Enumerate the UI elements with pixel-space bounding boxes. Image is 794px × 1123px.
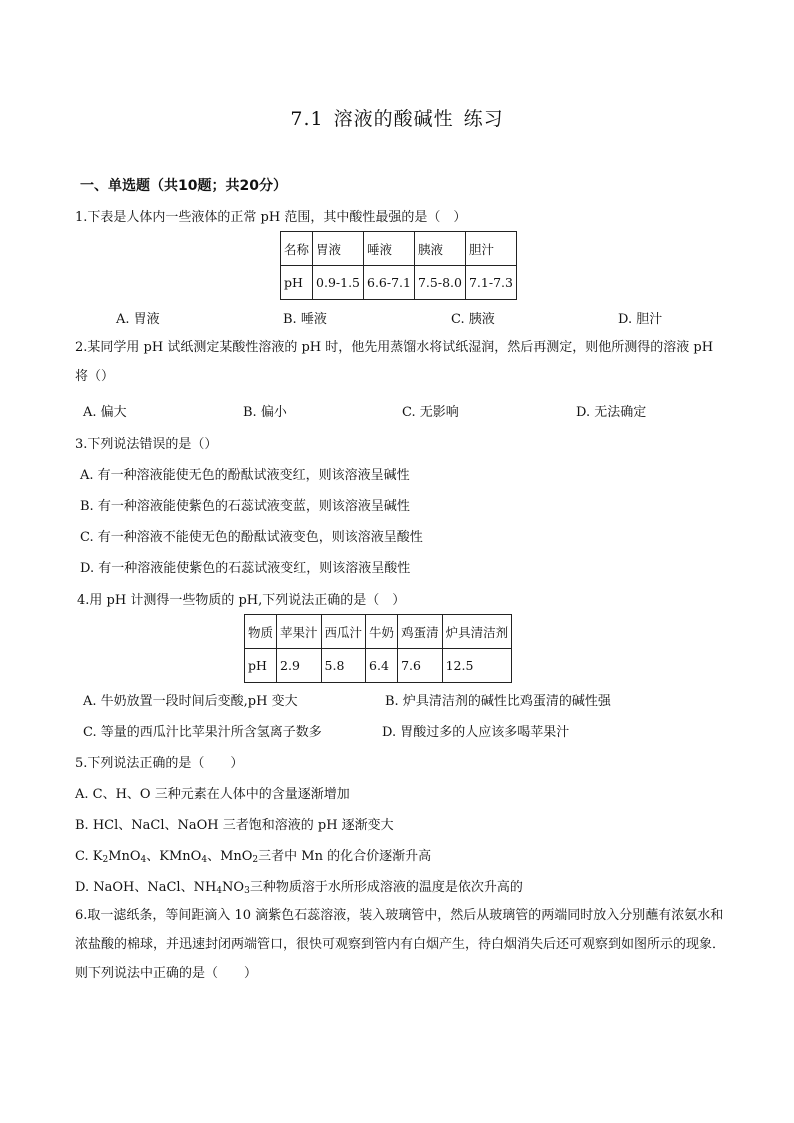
question-5-option-c[interactable]: C. $K_2MnO_4$、KMnO$_4$、MnO$_2$三者中 Mn 的化合价逐渐升高 — [75, 849, 432, 865]
table-cell: 5.8 — [321, 649, 366, 683]
table-cell: 炉具清洁剂 — [442, 615, 512, 649]
section-heading: 一、单选题（共10题；共20分） — [80, 178, 287, 194]
table-cell: 物质 — [245, 615, 277, 649]
question-1-option-d[interactable]: D. 胆汁 — [618, 312, 663, 327]
table-cell: 唾液 — [364, 232, 415, 266]
question-2-option-c[interactable]: C. 无影响 — [402, 405, 459, 420]
table-cell: pH — [245, 649, 277, 683]
table-cell: 7.6 — [398, 649, 443, 683]
question-6-stem: 6.取一滤纸条，等间距滴入 10 滴紫色石蕊溶液，装入玻璃管中，然后从玻璃管的两端同时放入分别蘸有浓氨水和浓盐酸的棉球，并迅速封闭两端管口，很快可观察到管内有白烟产生，待白烟消失后还可观察到如图所示的现象．则下列说法中正确的是（ ） — [75, 908, 726, 981]
table-cell: 胃液 — [313, 232, 364, 266]
question-2-option-a[interactable]: A. 偏大 — [83, 405, 127, 420]
table-cell: 鸡蛋清 — [398, 615, 443, 649]
question-3-option-d[interactable]: D. 有一种溶液能使紫色的石蕊试液变红，则该溶液呈酸性 — [80, 561, 411, 576]
table-cell: 6.6-7.1 — [364, 266, 415, 300]
question-3-stem: 3.下列说法错误的是（） — [75, 437, 218, 452]
question-1-table — [280, 231, 517, 300]
question-2-stem: 2.某同学用 pH 试纸测定某酸性溶液的 pH 时，他先用蒸馏水将试纸湿润，然后再测定，则他所测得的溶液 pH 将（） — [75, 340, 714, 384]
table-cell: 7.1-7.3 — [465, 266, 516, 300]
question-5-option-a[interactable]: A. C、H、O 三种元素在人体中的含量逐渐增加 — [75, 787, 350, 802]
question-1-stem: 1.下表是人体内一些液体的正常 pH 范围，其中酸性最强的是（ ） — [75, 210, 467, 225]
table-cell: 牛奶 — [366, 615, 398, 649]
question-3-option-c[interactable]: C. 有一种溶液不能使无色的酚酞试液变色，则该溶液呈酸性 — [80, 530, 423, 545]
table-cell: 0.9-1.5 — [313, 266, 364, 300]
table-cell: 2.9 — [277, 649, 322, 683]
table-row — [281, 266, 517, 300]
table-cell: 胆汁 — [465, 232, 516, 266]
question-4-option-d[interactable]: D. 胃酸过多的人应该多喝苹果汁 — [382, 725, 570, 740]
question-4-stem: 4.用 pH 计测得一些物质的 pH,下列说法正确的是（ ） — [77, 593, 406, 608]
question-3-option-a[interactable]: A. 有一种溶液能使无色的酚酞试液变红，则该溶液呈碱性 — [80, 468, 410, 483]
question-1-option-c[interactable]: C. 胰液 — [451, 312, 495, 327]
table-cell: 6.4 — [366, 649, 398, 683]
question-2-option-b[interactable]: B. 偏小 — [243, 405, 287, 420]
table-row — [281, 232, 517, 266]
question-1-option-a[interactable]: A. 胃液 — [116, 312, 160, 327]
page-title: 7.1 溶液的酸碱性 练习 — [290, 108, 504, 130]
question-4-option-a[interactable]: A. 牛奶放置一段时间后变酸,pH 变大 — [83, 694, 298, 709]
table-cell: 苹果汁 — [277, 615, 322, 649]
table-cell: 12.5 — [442, 649, 512, 683]
table-cell: 7.5-8.0 — [414, 266, 465, 300]
question-4-table — [244, 614, 512, 683]
question-2-option-d[interactable]: D. 无法确定 — [576, 405, 647, 420]
table-cell: 胰液 — [414, 232, 465, 266]
question-3-option-b[interactable]: B. 有一种溶液能使紫色的石蕊试液变蓝，则该溶液呈碱性 — [80, 499, 410, 514]
question-5-option-b[interactable]: B. HCl、NaCl、NaOH 三者饱和溶液的 pH 逐渐变大 — [75, 818, 394, 833]
question-5-stem: 5.下列说法正确的是（ ） — [75, 756, 244, 771]
table-cell: 名称 — [281, 232, 313, 266]
question-4-option-b[interactable]: B. 炉具清洁剂的碱性比鸡蛋清的碱性强 — [385, 694, 611, 709]
question-4-option-c[interactable]: C. 等量的西瓜汁比苹果汁所含氢离子数多 — [83, 725, 322, 740]
question-5-option-d[interactable]: D. NaOH、NaCl、$NH_4NO_3$三种物质溶于水所形成溶液的温度是依次升高的 — [75, 880, 523, 896]
question-1-option-b[interactable]: B. 唾液 — [283, 312, 327, 327]
table-cell: 西瓜汁 — [321, 615, 366, 649]
table-row — [245, 615, 512, 649]
table-row — [245, 649, 512, 683]
table-cell: pH — [281, 266, 313, 300]
